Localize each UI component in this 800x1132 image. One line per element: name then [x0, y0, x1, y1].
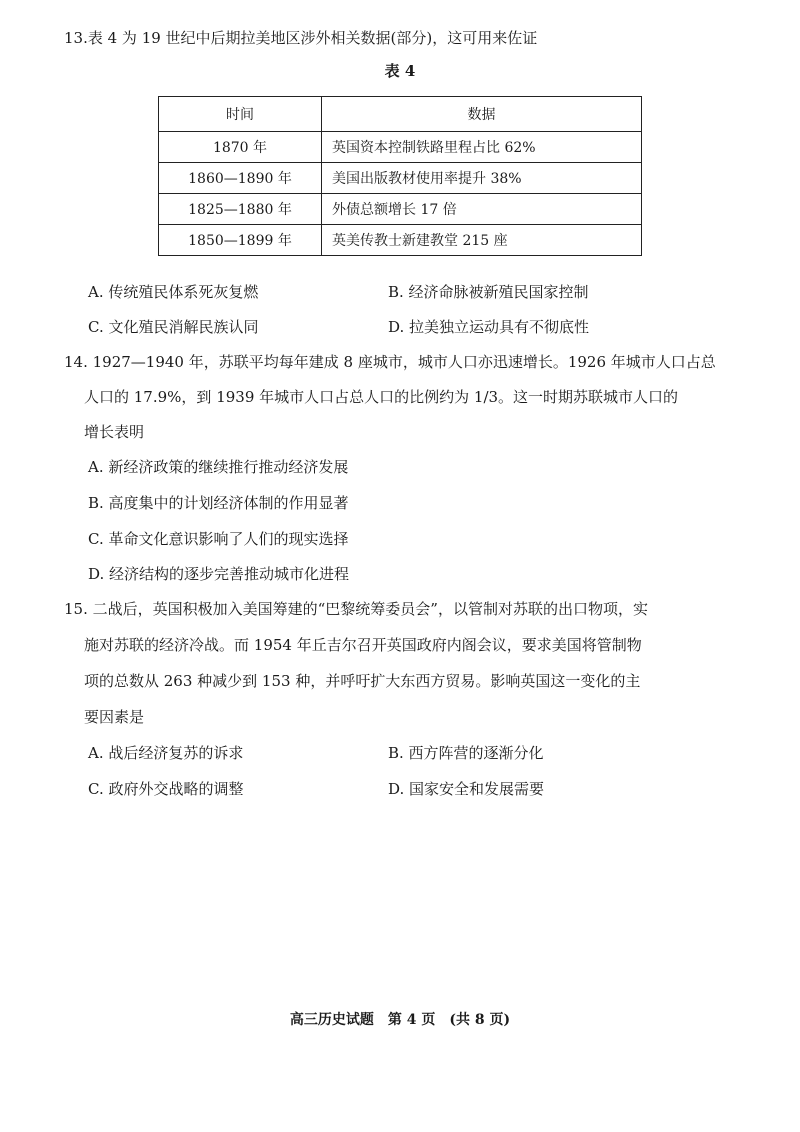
q13-option-d: D. 拉美独立运动具有不彻底性 [388, 318, 590, 336]
page-footer: 高三历史试题 第 4 页 (共 8 页) [289, 1012, 511, 1028]
q14-stem-line: 14. 1927—1940 年，苏联平均每年建成 8 座城市，城市人口亦迅速增长。1926 年城市人口占总 [64, 353, 716, 371]
row-data: 美国出版教材使用率提升 38% [322, 163, 642, 194]
q13-option-a: A. 传统殖民体系死灰复燃 [88, 283, 259, 301]
q15-stem-line: 15. 二战后，英国积极加入美国筹建的“巴黎统筹委员会”，以管制对苏联的出口物项，实 [64, 600, 648, 618]
row-time: 1860—1890 年 [159, 163, 322, 194]
data-table [158, 96, 642, 256]
row-time: 1870 年 [159, 132, 322, 163]
table-row [159, 225, 642, 256]
q13-stem: 13.表 4 为 19 世纪中后期拉美地区涉外相关数据(部分)，这可用来佐证 [64, 29, 538, 47]
q15-stem-line: 施对苏联的经济冷战。而 1954 年丘吉尔召开英国政府内阁会议，要求美国将管制物 [84, 636, 642, 654]
row-data: 英美传教士新建教堂 215 座 [322, 225, 642, 256]
q14-stem-line: 增长表明 [84, 423, 145, 441]
q15-stem-line: 项的总数从 263 种减少到 153 种，并呼吁扩大东西方贸易。影响英国这一变化的主 [84, 672, 641, 690]
row-data: 外债总额增长 17 倍 [322, 194, 642, 225]
q14-option-a: A. 新经济政策的继续推行推动经济发展 [88, 458, 349, 476]
q14-option-d: D. 经济结构的逐步完善推动城市化进程 [88, 565, 350, 583]
row-data: 英国资本控制铁路里程占比 62% [322, 132, 642, 163]
q14-option-b: B. 高度集中的计划经济体制的作用显著 [88, 494, 349, 512]
table-row [159, 194, 642, 225]
row-time: 1825—1880 年 [159, 194, 322, 225]
q15-stem-line: 要因素是 [84, 708, 145, 726]
table-header-row [159, 97, 642, 132]
q15-option-d: D. 国家安全和发展需要 [388, 780, 545, 798]
table-title: 表 4 [384, 62, 416, 80]
q15-option-a: A. 战后经济复苏的诉求 [88, 744, 244, 762]
table-row [159, 132, 642, 163]
header-data: 数据 [322, 97, 642, 132]
row-time: 1850—1899 年 [159, 225, 322, 256]
q15-option-b: B. 西方阵营的逐渐分化 [388, 744, 544, 762]
q13-option-b: B. 经济命脉被新殖民国家控制 [388, 283, 589, 301]
q13-option-c: C. 文化殖民消解民族认同 [88, 318, 259, 336]
q15-option-c: C. 政府外交战略的调整 [88, 780, 244, 798]
table-row [159, 163, 642, 194]
q14-stem-line: 人口的 17.9%，到 1939 年城市人口占总人口的比例约为 1/3。这一时期苏联城市人口的 [84, 388, 679, 406]
q14-option-c: C. 革命文化意识影响了人们的现实选择 [88, 530, 349, 548]
header-time: 时间 [159, 97, 322, 132]
